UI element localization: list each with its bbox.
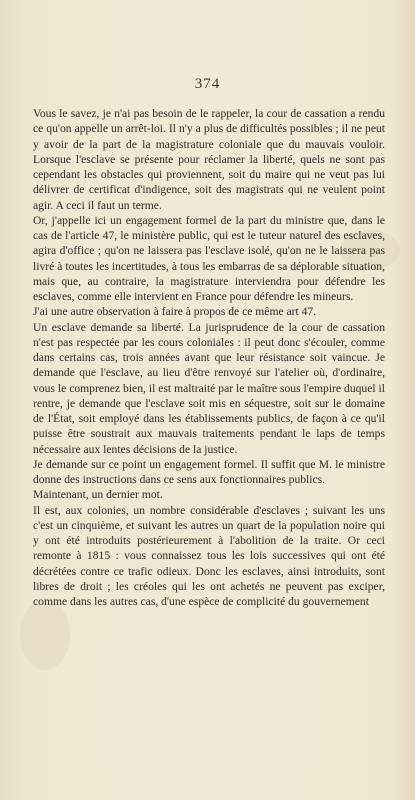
paragraph: Un esclave demande sa liberté. La jurisprudence de la cour de cassation n'est pas respectée par les cours coloniales : il peut donc s'écouler, comme dans certains cas, trois années avant que leur résistance soit vaincue. Je demande que l'esclave, au lieu d'être renvoyé sur l'atelier où, d'ordinaire, vous le comprenez bien, il est maltraité par le maître sous l'empire duquel il rentre, je demande que l'esclave soit mis en séquestre, soit sur le domaine de l'État, soit employé dans les établissements publics, de façon à ce qu'il puisse être soustrait aux mauvais traitements pendant le laps de temps nécessaire aux lentes décisions de la justice. <box>33 320 385 456</box>
paragraph: Il est, aux colonies, un nombre considérable d'esclaves ; suivant les uns c'est un cinquième, et suivant les autres un quart de la population noire qui y ont été introduits postérieurement à l'abolition de la traite. Or ceci remonte à 1815 : vous connaissez tous les lois successives qui ont été décrétées contre ce trafic odieux. Donc les esclaves, ainsi introduits, sont libres de droit ; les créoles qui les ont achetés ne peuvent pas exciper, comme dans les autres cas, d'une espèce de complicité du gouvernement <box>33 503 385 608</box>
body-text <box>33 106 385 609</box>
paragraph: Vous le savez, je n'ai pas besoin de le rappeler, la cour de cassation a rendu ce qu'on appelle un arrêt-loi. Il n'y a plus de difficultés possibles ; il ne peut y avoir de la part de la magistrature coloniale que du mauvais vouloir. Lorsque l'esclave se présente pour réclamer la liberté, quels ne sont pas cependant les obstacles qui proviennent, soit du maire qui ne veut pas lui délivrer de certificat d'indigence, soit des magistrats qui ne veulent point agir. A ceci il faut un terme. <box>33 107 385 212</box>
paragraph: Maintenant, un dernier mot. <box>33 488 163 502</box>
paragraph: Je demande sur ce point un engagement formel. Il suffit que M. le ministre donne des instructions dans ce sens aux fonctionnaires publics. <box>33 457 385 486</box>
paper-stain <box>20 600 70 670</box>
paragraph: Or, j'appelle ici un engagement formel de la part du ministre que, dans le cas de l'article 47, le ministère public, qui est le tuteur naturel des esclaves, agira d'office ; qu'on ne laissera pas l'esclave isolé, qu'on ne le laissera pas livré à toutes les incertitudes, à tous les embarras de sa déplorable situation, mais que, au contraire, la magistrature interviendra pour défendre les esclaves, comme elle intervient en France pour défendre les mineurs. <box>33 213 385 303</box>
paragraph: J'ai une autre observation à faire à propos de ce même art 47. <box>33 305 317 319</box>
page-number: 374 <box>194 76 221 92</box>
